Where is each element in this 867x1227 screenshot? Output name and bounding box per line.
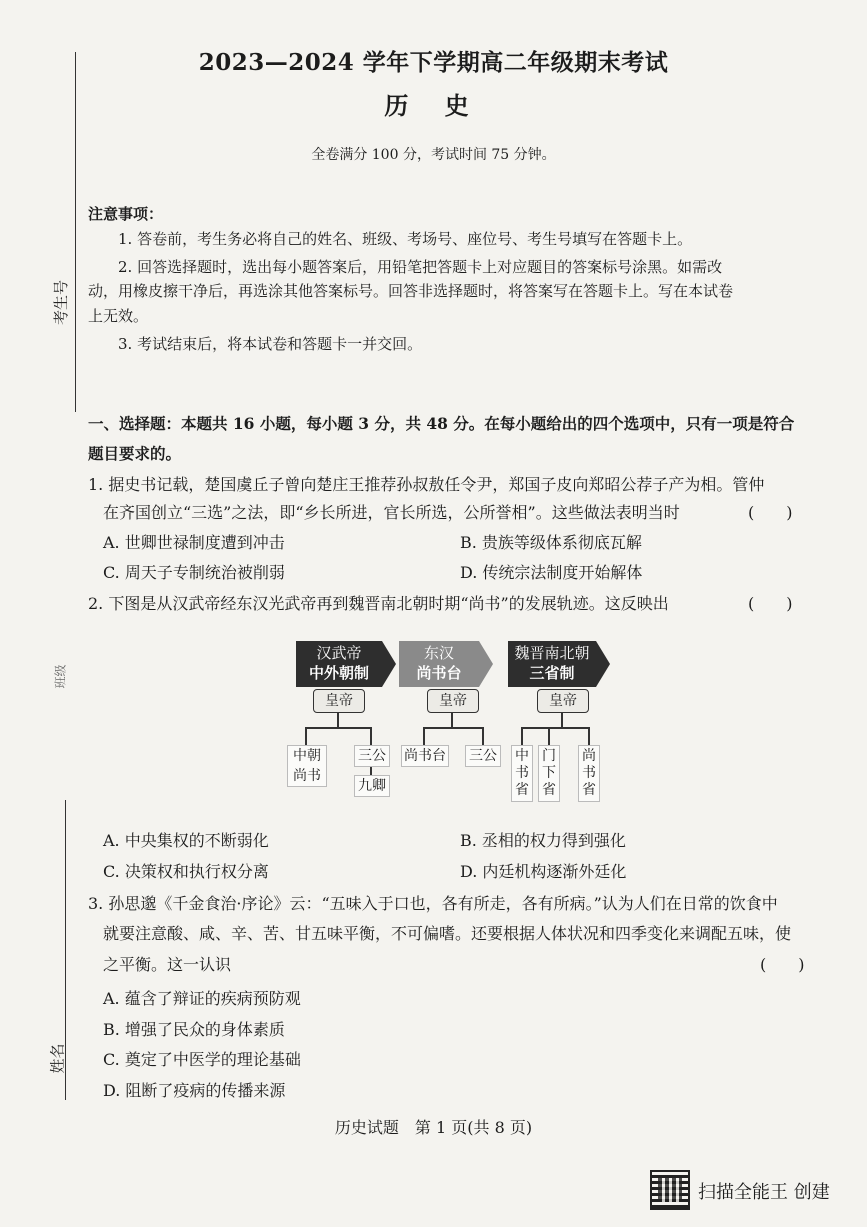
subject-title: 历 史	[384, 91, 483, 120]
q2-option-b: B. 丞相的权力得到强化	[460, 831, 626, 850]
q2-option-a: A. 中央集权的不断弱化	[103, 831, 269, 850]
q1-option-d: D. 传统宗法制度开始解体	[460, 563, 643, 582]
notice-item-2-line-3: 上无效。	[88, 307, 149, 325]
tree-1-bar	[305, 727, 371, 729]
score-time-note: 全卷满分 100 分，考试时间 75 分钟。	[311, 147, 556, 163]
q1-answer-bracket: ( )	[748, 503, 793, 522]
q2-stem-line-1: 2. 下图是从汉武帝经东汉光武帝再到魏晋南北朝时期“尚书”的发展轨迹。这反映出	[88, 594, 669, 613]
q3-answer-bracket: ( )	[760, 955, 805, 974]
name-label: 姓名	[48, 1043, 67, 1074]
q2-answer-bracket: ( )	[748, 594, 793, 613]
notice-heading: 注意事项：	[88, 205, 164, 223]
tree-1-stem	[337, 713, 339, 727]
q3-option-a: A. 蕴含了辩证的疾病预防观	[103, 989, 301, 1008]
period-1-header	[296, 641, 382, 687]
tree-2-right-drop	[482, 727, 484, 745]
notice-item-2-line-1: 2. 回答选择题时，选出每小题答案后，用铅笔把答题卡上对应题目的答案标号涂黑。如需改	[118, 258, 723, 276]
q1-stem-line-2: 在齐国创立“三选”之法，即“乡长所进，官长所选，公所誉相”。这些做法表明当时	[103, 503, 680, 522]
tree-1-right-drop	[370, 727, 372, 745]
scanner-watermark: 扫描全能王 创建	[698, 1182, 830, 1203]
q1-option-c: C. 周天子专制统治被削弱	[103, 563, 285, 582]
period-3-name: 魏晋南北朝	[514, 644, 590, 662]
tree-3-bar	[521, 727, 589, 729]
tree-3-stem	[561, 713, 563, 727]
emperor-box-2: 皇帝	[427, 689, 479, 713]
period-3-arrow	[596, 641, 610, 687]
tree-2-stem	[451, 713, 453, 727]
q1-option-a: A. 世卿世禄制度遭到冲击	[103, 533, 285, 552]
tree-2-left-drop	[423, 727, 425, 745]
q3-option-d: D. 阻断了疫病的传播来源	[103, 1081, 286, 1100]
sangong-node-2: 三公	[465, 745, 501, 767]
q1-stem-line-1: 1. 据史书记载，楚国虞丘子曾向楚庄王推荐孙叔敖任令尹，郑国子皮向郑昭公荐子产为相。管仲	[88, 475, 765, 494]
period-1-name: 汉武帝	[316, 644, 362, 662]
zhongshu-node: 中书省	[511, 745, 533, 802]
q3-stem-line-1: 3. 孙思邈《千金食治·序论》云：“五味入于口也，各有所走，各有所病。”认为人们在日常的饮食中	[88, 894, 778, 913]
section-1-heading-line-1: 一、选择题：本题共 16 小题，每小题 3 分，共 48 分。在每小题给出的四个选项中，只有一项是符合	[88, 414, 795, 433]
notice-item-3: 3. 考试结束后，将本试卷和答题卡一并交回。	[118, 335, 423, 353]
jiuqing-node: 九卿	[354, 775, 390, 797]
tree-3-right-drop	[588, 727, 590, 745]
sangong-jiuqing-link	[370, 767, 372, 775]
class-label: 班级	[53, 664, 68, 689]
q3-option-b: B. 增强了民众的身体素质	[103, 1020, 285, 1039]
zhongchao-shangshu-node	[287, 745, 327, 787]
period-1-arrow	[382, 641, 396, 687]
sangong-node-1: 三公	[354, 745, 390, 767]
shangshu-label: 尚书	[293, 768, 321, 784]
exam-number-label: 考生号	[52, 279, 71, 326]
q1-option-b: B. 贵族等级体系彻底瓦解	[460, 533, 642, 552]
period-2-arrow	[479, 641, 493, 687]
q3-option-c: C. 奠定了中医学的理论基础	[103, 1050, 301, 1069]
period-2-name: 东汉	[423, 644, 454, 662]
notice-item-2-line-2: 动，用橡皮擦干净后，再选涂其他答案标号。回答非选择题时，将答案写在答题卡上。写在本试卷	[88, 282, 734, 300]
period-3-system: 三省制	[529, 664, 575, 682]
tree-2-bar	[423, 727, 483, 729]
menxia-node: 门下省	[538, 745, 560, 802]
period-2-header	[399, 641, 479, 687]
period-3-header	[508, 641, 596, 687]
section-1-heading-line-2: 题目要求的。	[88, 444, 182, 463]
q3-stem-line-3: 之平衡。这一认识	[103, 955, 232, 974]
emperor-box-1: 皇帝	[313, 689, 365, 713]
notice-item-1: 1. 答卷前，考生务必将自己的姓名、班级、考场号、座位号、考生号填写在答题卡上。	[118, 230, 693, 248]
q3-stem-line-2: 就要注意酸、咸、辛、苦、甘五味平衡，不可偏嗜。还要根据人体状况和四季变化来调配五味，使	[103, 924, 792, 943]
tree-3-mid-drop	[548, 727, 550, 745]
q2-option-c: C. 决策权和执行权分离	[103, 862, 269, 881]
emperor-box-3: 皇帝	[537, 689, 589, 713]
shangshu-sheng-node: 尚书省	[578, 745, 600, 802]
qr-code-icon	[650, 1170, 690, 1210]
tree-1-left-drop	[305, 727, 307, 745]
shangshutai-node: 尚书台	[401, 745, 449, 767]
page-footer: 历史试题 第 1 页(共 8 页)	[334, 1118, 533, 1137]
q2-option-d: D. 内廷机构逐渐外廷化	[460, 862, 627, 881]
tree-3-left-drop	[521, 727, 523, 745]
exam-title: 2023—2024 学年下学期高二年级期末考试	[198, 49, 669, 76]
zhongchao-label: 中朝	[293, 748, 321, 764]
period-2-system: 尚书台	[416, 664, 462, 682]
period-1-system: 中外朝制	[308, 664, 369, 682]
